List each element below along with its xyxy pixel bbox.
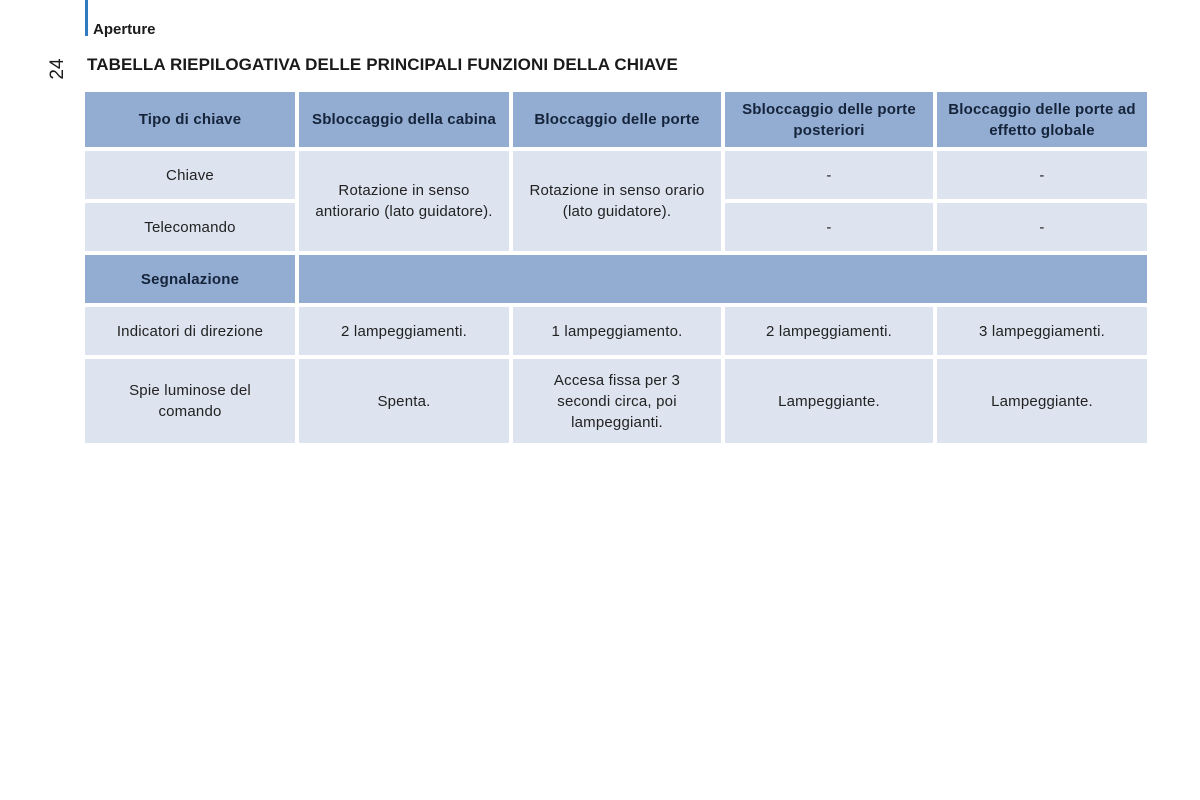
cell-indicatori-lock: 1 lampeggiamento. bbox=[513, 307, 721, 355]
header-rear-unlock: Sbloccaggio delle porte posteriori bbox=[725, 92, 933, 147]
header-key-type: Tipo di chiave bbox=[85, 92, 295, 147]
cell-spie-rear: Lampeggiante. bbox=[725, 359, 933, 443]
key-functions-table bbox=[85, 92, 1147, 443]
row-label-chiave: Chiave bbox=[85, 151, 295, 199]
cell-indicatori-global: 3 lampeggiamenti. bbox=[937, 307, 1147, 355]
header-cabin-unlock: Sbloccaggio della cabina bbox=[299, 92, 509, 147]
row-label-telecomando: Telecomando bbox=[85, 203, 295, 251]
cell-telecomando-global: - bbox=[937, 203, 1147, 251]
row-label-indicatori: Indicatori di direzione bbox=[85, 307, 295, 355]
cell-door-lock-shared: Rotazione in senso orario (lato guidatore). bbox=[513, 151, 721, 251]
section-title: Aperture bbox=[93, 21, 156, 38]
section-accent-bar bbox=[85, 0, 88, 36]
cell-spie-lock: Accesa fissa per 3 secondi circa, poi lampeggianti. bbox=[513, 359, 721, 443]
table-heading: TABELLA RIEPILOGATIVA DELLE PRINCIPALI FUNZIONI DELLA CHIAVE bbox=[87, 55, 678, 74]
cell-telecomando-rear: - bbox=[725, 203, 933, 251]
cell-cabin-unlock-shared: Rotazione in senso antiorario (lato guidatore). bbox=[299, 151, 509, 251]
header-segnalazione: Segnalazione bbox=[85, 255, 295, 303]
cell-indicatori-cabin: 2 lampeggiamenti. bbox=[299, 307, 509, 355]
cell-chiave-global: - bbox=[937, 151, 1147, 199]
cell-spie-cabin: Spenta. bbox=[299, 359, 509, 443]
row-label-spie: Spie luminose del comando bbox=[85, 359, 295, 443]
page-number: 24 bbox=[47, 58, 68, 80]
header-door-lock: Bloccaggio delle porte bbox=[513, 92, 721, 147]
cell-indicatori-rear: 2 lampeggiamenti. bbox=[725, 307, 933, 355]
header-global-lock: Bloccaggio delle porte ad effetto globale bbox=[937, 92, 1147, 147]
header-segnalazione-band bbox=[299, 255, 1147, 303]
cell-chiave-rear: - bbox=[725, 151, 933, 199]
cell-spie-global: Lampeggiante. bbox=[937, 359, 1147, 443]
